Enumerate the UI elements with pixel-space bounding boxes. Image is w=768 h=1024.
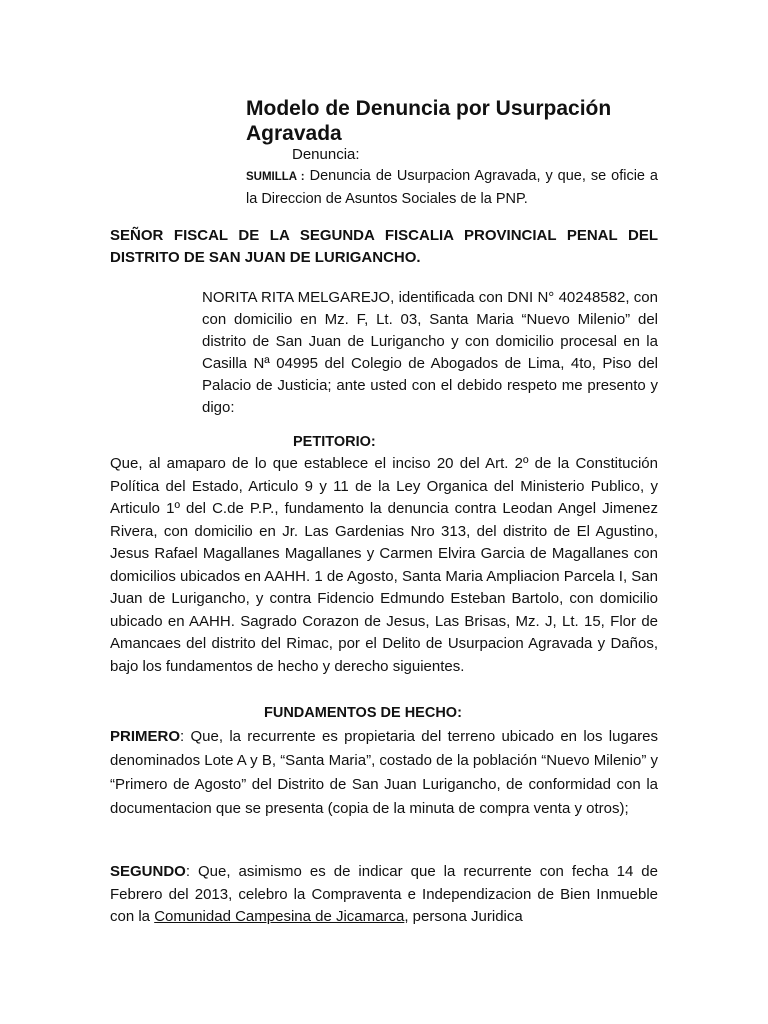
primero-label: PRIMERO (110, 728, 181, 745)
petitorio-paragraph: Que, al amaparo de lo que establece el inciso 20 del Art. 2º de la Constitución Política del Estado, Articulo 9 y 11 de la Ley Organica del Ministerio Publico, y Articulo 1º del C.de P.P., fundamento la denuncia contra Leodan Angel Jimenez Rivera, con domicilio en Jr. Las Gardenias Nro 313, del distrito de El Agustino, Jesus Rafael Magallanes Magallanes y Carmen Elvira Garcia de Magallanes con domicilios ubicados en AAHH. 1 de Agosto, Santa Maria Ampliacion Parcela I, San Juan de Lurigancho, y contra Fidencio Edmundo Esteban Bartolo, con domicilio ubicado en AAHH. Sagrado Corazon de Jesus, Las Brisas, Mz. J, Lt. 15, Flor de Amancaes del distrito del Rimac, por el Delito de Usurpacion Agravada y Daños, bajo los fundamentos de hecho y derecho siguientes. (110, 455, 658, 675)
segundo-text-after: , persona Juridica (404, 908, 523, 925)
sumilla-text: Denuncia de Usurpacion Agravada, y que, se oficie a la Direccion de Asuntos Sociales de la PNP. (246, 168, 658, 207)
segundo-text-before: : Que, asimismo es de indicar que la recurrente con fecha 14 de Febrero del 2013, celebro la Compraventa e Independizacion de Bien Inmueble con la (110, 863, 658, 925)
sumilla-label: SUMILLA : (246, 171, 305, 183)
sumilla-block (246, 165, 658, 210)
denuncia-label: Denuncia: (292, 146, 360, 163)
comunidad-link-text: Comunidad Campesina de Jicamarca (154, 908, 405, 925)
recipient-heading: SEÑOR FISCAL DE LA SEGUNDA FISCALIA PROVINCIAL PENAL DEL DISTRITO DE SAN JUAN DE LURIGANCHO. (110, 227, 658, 266)
primero-text: : Que, la recurrente es propietaria del terreno ubicado en los lugares denominados Lote A y B, “Santa Maria”, costado de la población “Nuevo Milenio” y “Primero de Agosto” del Distrito de San Juan Lurigancho, de conformidad con la documentacion que se presenta (copia de la minuta de compra venta y otros); (110, 728, 658, 817)
document-title: Modelo de Denuncia por Usurpación Agravada (246, 97, 612, 145)
segundo-paragraph (110, 861, 658, 929)
intro-paragraph: NORITA RITA MELGAREJO, identificada con DNI N° 40248582, con con domicilio en Mz. F, Lt. 03, Santa Maria “Nuevo Milenio” del distrito de San Juan de Lurigancho y con domicilio procesal en la Casilla Nª 04995 del Colegio de Abogados de Lima, 4to, Piso del Palacio de Justicia; ante usted con el debido respeto me presento y digo: (202, 289, 658, 416)
fundamentos-heading: FUNDAMENTOS DE HECHO: (264, 705, 462, 721)
petitorio-heading: PETITORIO: (293, 434, 376, 450)
primero-paragraph (110, 725, 658, 821)
segundo-label: SEGUNDO (110, 863, 186, 880)
